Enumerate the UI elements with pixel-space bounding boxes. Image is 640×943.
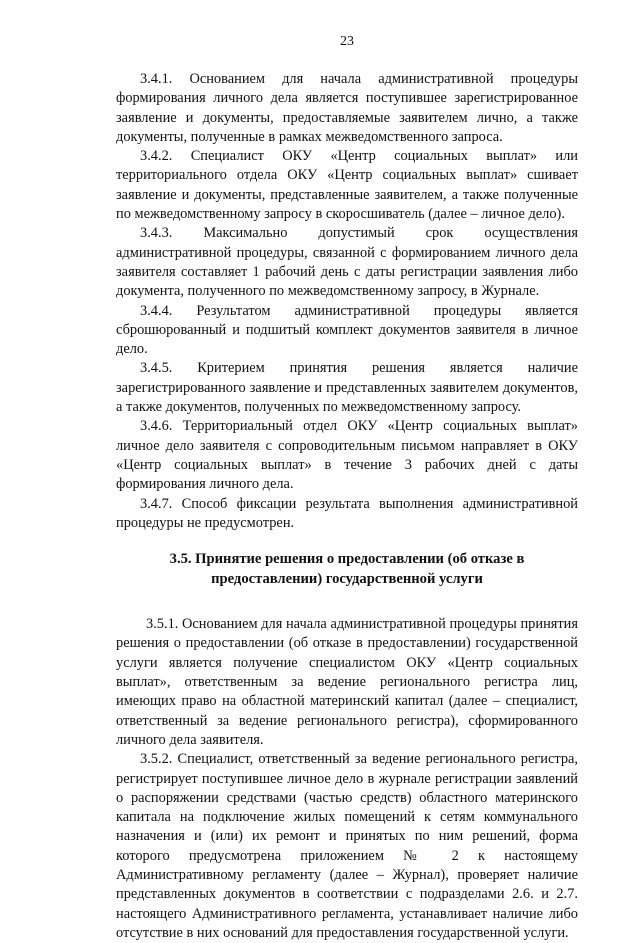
paragraph-3-4-7: 3.4.7. Способ фиксации результата выполнения административной процедуры не предусмотрен. [116, 495, 578, 531]
paragraph-3-4-5: 3.4.5. Критерием принятия решения является наличие зарегистрированного заявление и представленных заявителем документов, а также документов, полученных по межведомственному запросу. [116, 360, 578, 416]
paragraph-3-5-2: 3.5.2. Специалист, ответственный за ведение регионального регистра, регистрирует поступившее личное дело в журнале регистрации заявлений о распоряжении средствами (частью средств) областного материнского капитала на подключение жилых помещений к сетям коммунального назначения и (или) их ремонт и принятых по ним решений, форма которого предусмотрена приложением № 2 к настоящему Административному регламенту (далее – Журнал), проверяет наличие представленных документов в соответствии с подразделами 2.6. и 2.7. настоящего Административного регламента, устанавливает наличие либо отсутствие в них оснований для предоставления государственной услуги. [116, 751, 578, 941]
paragraph-3-4-1: 3.4.1. Основанием для начала административной процедуры формирования личного дела является поступившее зарегистрированное заявление и документы, предоставляемые заявителем лично, а также документы, полученные в рамках межведомственного запроса. [116, 71, 578, 145]
paragraph-3-4-3: 3.4.3. Максимально допустимый срок осуществления административной процедуры, связанной с формированием личного дела заявителя составляет 1 рабочий день с даты регистрации заявления либо документа, полученного по межведомственному запросу, в Журнале. [116, 225, 578, 300]
section-heading-line-2: предоставлении) государственной услуги [211, 570, 483, 587]
paragraph-3-4-6: 3.4.6. Территориальный отдел ОКУ «Центр социальных выплат» личное дело заявителя с сопроводительным письмом направляет в ОКУ «Центр социальных выплат» в течение 3 рабочих дней с даты формирования личного дела. [116, 418, 578, 493]
page-number: 23 [340, 34, 354, 49]
paragraph-3-4-2: 3.4.2. Специалист ОКУ «Центр социальных выплат» или территориального отдела ОКУ «Центр социальных выплат» сшивает заявление и документы, представленные заявителем, а также полученные по межведомственному запросу в скоросшиватель (далее – личное дело). [116, 148, 578, 223]
section-heading-3-5 [116, 550, 578, 589]
paragraph-3-5-1: 3.5.1. Основанием для начала административной процедуры принятия решения о предоставлении (об отказе в предоставлении) государственной услуги является получение специалистом ОКУ «Центр социальных выплат», ответственным за ведение регионального регистра лиц, имеющих право на областной материнский капитал (далее – специалист, ответственный за ведение регионального регистра), сформированного личного дела заявителя. [116, 616, 578, 748]
paragraph-3-4-4: 3.4.4. Результатом административной процедуры является сброшюрованный и подшитый комплект документов заявителя в личное дело. [116, 302, 578, 358]
section-heading-line-1: 3.5. Принятие решения о предоставлении (об отказе в [169, 551, 525, 568]
